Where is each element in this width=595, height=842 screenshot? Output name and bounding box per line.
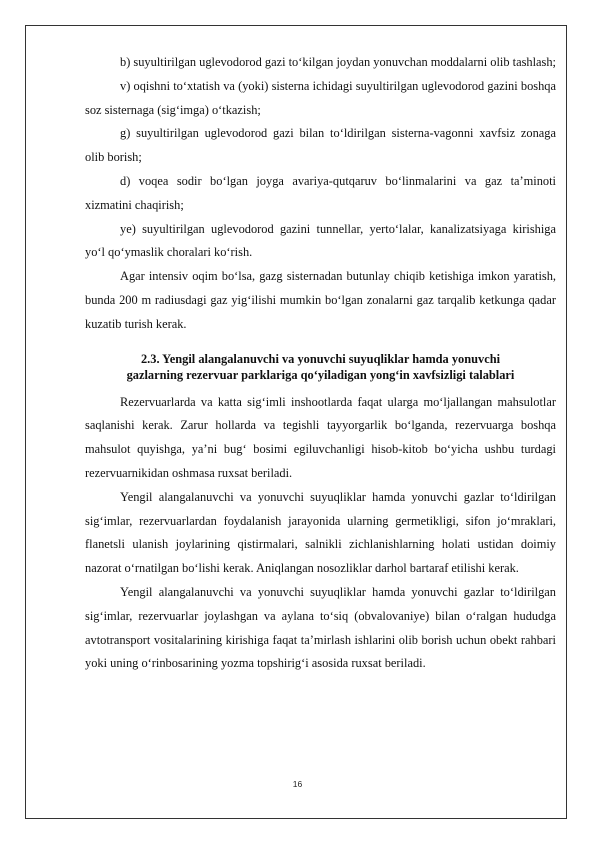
paragraph-item-v: v) oqishni to‘xtatish va (yoki) sisterna ichidagi suyultirilgan uglevodorod gazini boshqa soz sisternaga (sig‘imga) o‘tkazish; xyxy=(85,78,556,117)
paragraph-reservoirs: Rezervuarlarda va katta sig‘imli inshootlarda faqat ularga mo‘ljallangan mahsulotlar saqlanishi kerak. Zarur hollarda va tegishli tayyorgarlik bo‘lganda, rezervuarga boshqa mahsulot quyishga, ya’ni bug‘ bosimi egiluvchanligi hisob-kitob bo‘yicha ushbu turdagi rezervuarnikidan oshmasa ruxsat beriladi. xyxy=(85,394,556,480)
paragraph-item-ye: ye) suyultirilgan uglevodorod gazini tunnellar, yerto‘lalar, kanalizatsiyaga kirishiga yo‘l qo‘ymaslik choralari ko‘rish. xyxy=(85,221,556,260)
paragraph-vehicle-access: Yengil alangalanuvchi va yonuvchi suyuqliklar hamda yonuvchi gazlar to‘ldirilgan sig‘imlar, rezervuarlar joylashgan va aylana to‘siq (obvalovaniye) bilan o‘ralgan hududga avtotransport vositalarining kirishiga faqat ta’mirlash ishlarini olib borish uchun obekt rahbari yoki uning o‘rinbosarining yozma topshirig‘i asosida ruxsat beriladi. xyxy=(85,584,556,671)
paragraph-item-b: b) suyultirilgan uglevodorod gazi to‘kilgan joydan yonuvchan moddalarni olib tashlash; xyxy=(120,55,556,69)
paragraph-intensive-flow: Agar intensiv oqim bo‘lsa, gazg sisternadan butunlay chiqib ketishiga imkon yaratish, bunda 200 m radiusdagi gaz yig‘ilishi mumkin bo‘lgan zonalarni gaz tarqalib ketkunga qadar kuzatib turish kerak. xyxy=(85,269,556,331)
section-heading-line-1: 2.3. Yengil alangalanuvchi va yonuvchi suyuqliklar hamda yonuvchi xyxy=(140,351,501,366)
page-number: 16 xyxy=(292,779,303,789)
paragraph-item-d: d) voqea sodir bo‘lgan joyga avariya-qutqaruv bo‘linmalarini va gaz ta’minoti xizmatini chaqirish; xyxy=(85,173,556,212)
paragraph-hermeticity: Yengil alangalanuvchi va yonuvchi suyuqliklar hamda yonuvchi gazlar to‘ldirilgan sig‘imlar, rezervuarlardan foydalanish jarayonida ularning germetikligi, sifon jo‘mraklari, flanetsli ulanish joylarining qistirmalari, salnikli zichlanishlarning holati ustidan doimiy nazorat o‘rnatilgan bo‘lishi kerak. Aniqlangan nosozliklar darhol bartaraf etilishi kerak. xyxy=(85,489,556,576)
section-heading-line-2: gazlarning rezervuar parklariga qo‘yiladigan yong‘in xavfsizligi talablari xyxy=(126,367,515,382)
paragraph-item-g: g) suyultirilgan uglevodorod gazi bilan to‘ldirilgan sisterna-vagonni xavfsiz zonaga olib borish; xyxy=(85,126,556,165)
page-content xyxy=(85,51,556,676)
section-heading xyxy=(85,351,556,383)
